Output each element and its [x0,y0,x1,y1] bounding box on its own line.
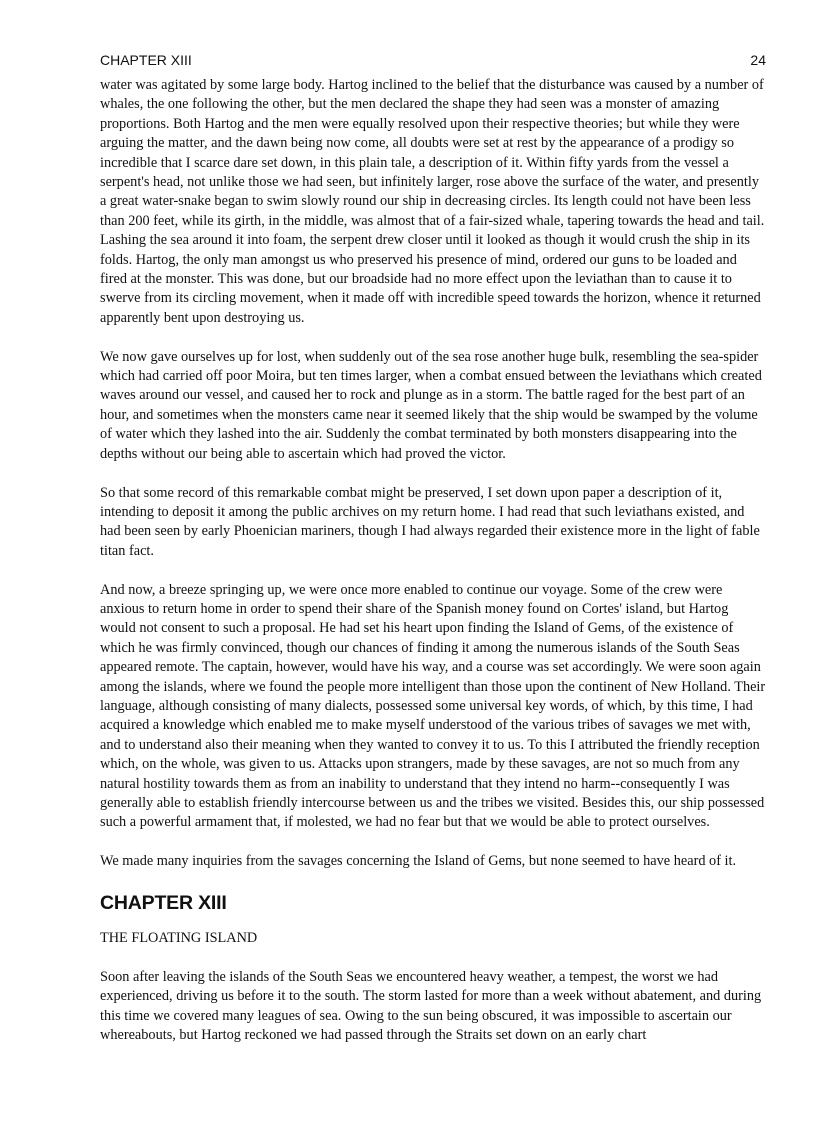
body-text-continued [100,968,766,1046]
document-page [100,50,766,1065]
paragraph: Soon after leaving the islands of the South Seas we encountered heavy weather, a tempest, the worst we had experienced, driving us before it to the south. The storm lasted for more than a week without abatement, and during this time we covered many leagues of sea. Owing to the sun being obscured, it was impossible to ascertain our whereabouts, but Hartog reckoned we had passed through the Straits set down on an early chart [100,968,762,1043]
paragraph: water was agitated by some large body. Hartog inclined to the belief that the disturbance was caused by a number of whales, the one following the other, but the men declared the shape they had seen was a monster of amazing proportions. Both Hartog and the men were equally resolved upon their respective theories; but while they were arguing the matter, and the dawn being now come, all doubts were set at rest by the appearance of a prodigy so incredible that I scarce dare set down, in this plain tale, a description of it. Within fifty yards from the vessel a serpent's head, not unlike those we had seen, but infinitely larger, rose above the surface of the water, and presently a great water-snake began to swim slowly round our ship in decreasing circles. Its length could not have been less than 200 feet, while its girth, in the middle, was almost that of a fair-sized whale, tapering towards the head and tail. Lashing the sea around it into foam, the serpent drew closer until it looked as though it would crush the ship in its folds. Hartog, the only man amongst us who preserved his presence of mind, ordered our guns to be loaded and fired at the monster. This was done, but our broadside had no more effect upon the leviathan than to cause it to swerve from its circling movement, when it made off with incredible speed towards the horizon, whence it returned apparently bent upon destroying us. [100,77,765,326]
chapter-heading: CHAPTER XIII [100,891,227,914]
paragraph: We made many inquiries from the savages concerning the Island of Gems, but none seemed to have heard of it. [100,853,737,870]
page-number: 24 [750,52,766,68]
running-header [100,50,766,70]
body-text [100,76,766,872]
running-header-chapter-label: CHAPTER XIII [100,52,192,68]
paragraph: And now, a breeze springing up, we were once more enabled to continue our voyage. Some of the crew were anxious to return home in order to spend their share of the Spanish money found on Cortes' island, but Hartog would not consent to such a proposal. He had set his heart upon finding the Island of Gems, of the existence of which he was firmly convinced, though our chances of finding it among the numerous islands of the South Seas appeared remote. The captain, however, would have his way, and a course was set accordingly. We were soon again among the islands, where we found the people more intelligent than those upon the continent of New Holland. Their language, although consisting of many dialects, possessed some universal key words, of which, by this time, I had acquired a knowledge which enabled me to make myself understood of the various tribes of savages we met with, and to understand also their meaning when they wanted to convey it to us. To this I attributed the friendly reception which, on the whole, was given to us. Attacks upon strangers, made by these savages, are not so much from any natural hostility towards them as from an inability to understand that they intend no harm--consequently I was generally able to establish friendly intercourse between us and the tribes we visited. Besides this, our ship possessed such a powerful armament that, if molested, we had no fear but that we would be able to protect ourselves. [100,581,766,831]
chapter-subtitle: THE FLOATING ISLAND [100,929,258,946]
paragraph: So that some record of this remarkable combat might be preserved, I set down upon paper a description of it, intending to deposit it among the public archives on my return home. I had read that such leviathans existed, and had been seen by early Phoenician mariners, though I had always regarded their existence more in the light of fable titan fact. [100,484,760,559]
paragraph: We now gave ourselves up for lost, when suddenly out of the sea rose another huge bulk, resembling the sea-spider which had carried off poor Moira, but ten times larger, when a combat ensued between the leviathans which created waves around our vessel, and caused her to rock and plunge as in a storm. The battle raged for the best part of an hour, and sometimes when the monsters came near it seemed likely that the ship would be swamped by the volume of water which they lashed into the air. Suddenly the combat terminated by both monsters disappearing into the depths without our being able to ascertain which had proved the victor. [100,348,762,462]
